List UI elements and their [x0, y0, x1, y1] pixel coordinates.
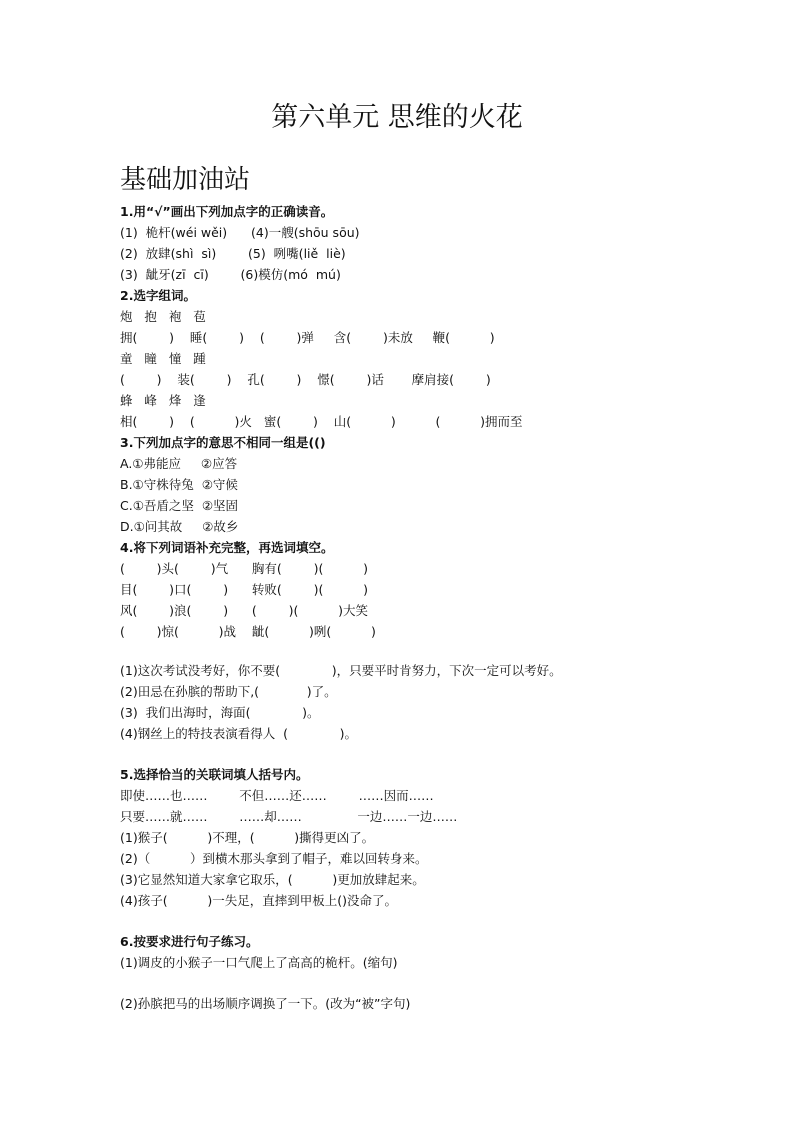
q4-sentence: (2)田忌在孙膑的帮助下,( )了。 — [120, 684, 337, 699]
q3-option: B.①守株待兔 ②守候 — [120, 477, 238, 492]
q3-option: A.①弗能应 ②应答 — [120, 456, 238, 471]
q5-conjunction-options: 只要……就…… ……却…… 一边……一边…… — [120, 809, 458, 824]
question-3-prompt: 3.下列加点字的意思不相同一组是(() — [120, 435, 326, 450]
question-6-prompt: 6.按要求进行句子练习。 — [120, 934, 259, 949]
q5-sentence: (4)孩子( )一失足，直摔到甲板上()没命了。 — [120, 893, 397, 908]
q4-sentence: (1)这次考试没考好，你不要( )，只要平时肯努力，下次一定可以考好。 — [120, 663, 562, 678]
q1-pinyin-line: (1) 桅杆(wéi wěi) (4)一艘(shōu sōu) — [120, 225, 360, 240]
q2-blank-line: ( ) 装( ) 孔( ) 憬( )话 摩肩接( ) — [120, 372, 491, 387]
q3-option: D.①问其故 ②故乡 — [120, 519, 239, 534]
q4-sentence: (3) 我们出海时，海面( )。 — [120, 705, 320, 720]
section-heading: 基础加油站 — [120, 165, 251, 195]
q4-idiom-line: 目( )口( ) 转败( )( ) — [120, 582, 368, 597]
q6-sentence: (1)调皮的小猴子一口气爬上了高高的桅杆。(缩句) — [120, 955, 398, 970]
question-1-prompt: 1.用“√”画出下列加点字的正确读音。 — [120, 204, 334, 219]
question-4-prompt: 4.将下列词语补充完整，再选词填空。 — [120, 540, 334, 555]
q2-char-group: 炮 抱 袍 苞 — [120, 309, 206, 324]
q5-sentence: (3)它显然知道大家拿它取乐，( )更加放肆起来。 — [120, 872, 425, 887]
q5-sentence: (1)猴子( )不理，( )撕得更凶了。 — [120, 830, 375, 845]
page-title: 第六单元 思维的火花 — [271, 102, 523, 133]
q2-char-group: 童 瞳 憧 踵 — [120, 351, 206, 366]
q2-char-group: 蜂 峰 烽 逢 — [120, 393, 206, 408]
q3-option: C.①吾盾之坚 ②坚固 — [120, 498, 239, 513]
q6-sentence: (2)孙膑把马的出场顺序调换了一下。(改为“被”字句) — [120, 996, 411, 1011]
q4-idiom-line: ( )头( )气 胸有( )( ) — [120, 561, 368, 576]
q1-pinyin-line: (2) 放肆(shì sì) (5) 咧嘴(liě liè) — [120, 246, 346, 261]
q5-sentence: (2)（ ）到横木那头拿到了帽子，难以回转身来。 — [120, 851, 428, 866]
q2-blank-line: 相( ) ( )火 蜜( ) 山( ) ( )拥而至 — [120, 414, 523, 429]
question-5-prompt: 5.选择恰当的关联词填人括号内。 — [120, 767, 309, 782]
q4-idiom-line: ( )惊( )战 龇( )咧( ) — [120, 624, 376, 639]
question-2-prompt: 2.选字组词。 — [120, 288, 196, 303]
q1-pinyin-line: (3) 龇牙(zī cī) (6)模仿(mó mú) — [120, 267, 341, 282]
q4-idiom-line: 风( )浪( ) ( )( )大笑 — [120, 603, 368, 618]
q4-sentence: (4)钢丝上的特技表演看得人 ( )。 — [120, 726, 358, 741]
q5-conjunction-options: 即使……也…… 不但……还…… ……因而…… — [120, 788, 434, 803]
q2-blank-line: 拥( ) 睡( ) ( )弹 含( )未放 鞭( ) — [120, 330, 495, 345]
